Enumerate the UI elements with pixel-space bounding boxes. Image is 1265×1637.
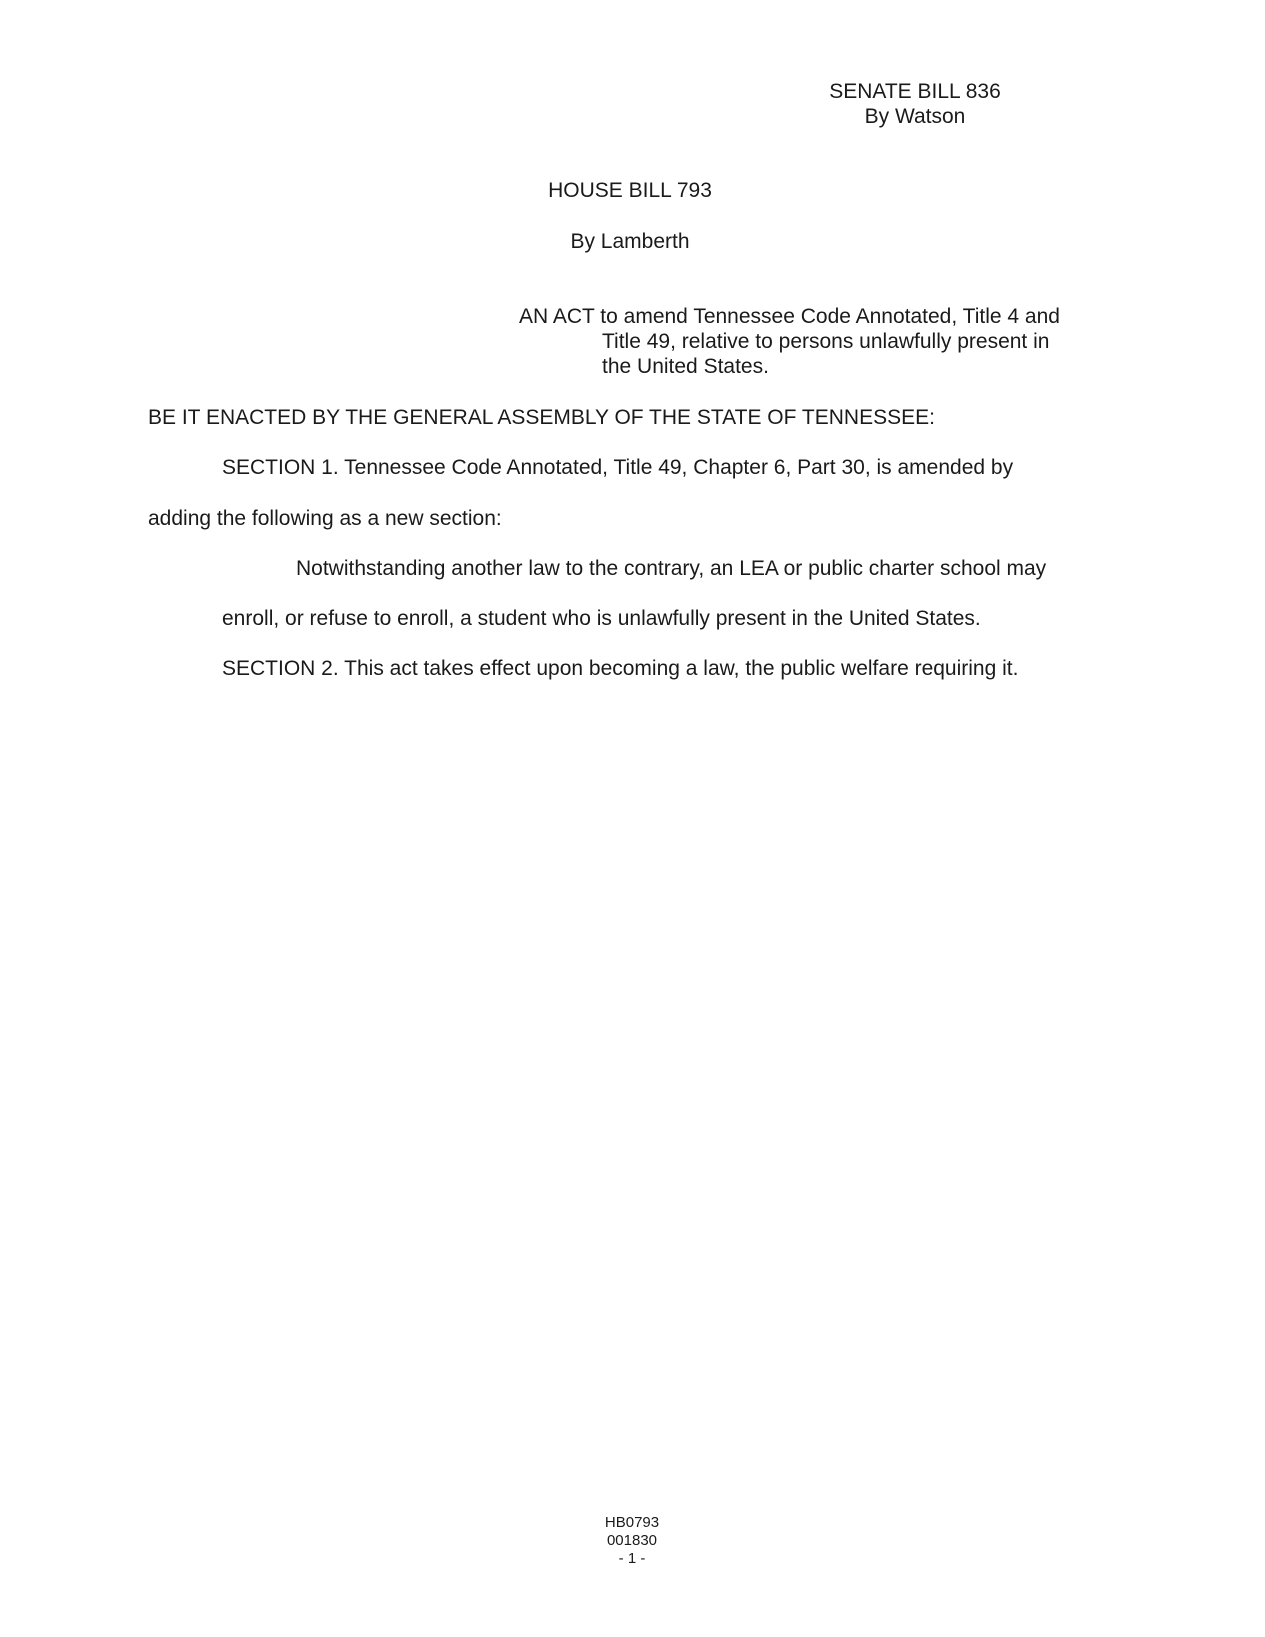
house-sponsor: By Lamberth bbox=[570, 230, 690, 253]
house-bill-number: HOUSE BILL 793 bbox=[548, 179, 712, 202]
quoted-text-line-2: enroll, or refuse to enroll, a student who is unlawfully present in the United States. bbox=[222, 607, 981, 630]
bill-code: HB0793 bbox=[604, 1514, 660, 1531]
senate-bill-number: SENATE BILL 836 bbox=[829, 80, 1001, 103]
senate-sponsor: By Watson bbox=[864, 105, 966, 128]
act-caption-line-2: Title 49, relative to persons unlawfully present in bbox=[602, 330, 1050, 353]
draft-number: 001830 bbox=[606, 1532, 658, 1549]
act-caption-line-1: AN ACT to amend Tennessee Code Annotated, Title 4 and bbox=[519, 305, 1060, 328]
senate-bill-header bbox=[800, 79, 1030, 129]
page-number: - 1 - bbox=[618, 1550, 646, 1567]
section-2: SECTION 2. This act takes effect upon becoming a law, the public welfare requiring it. bbox=[222, 657, 1019, 680]
enacting-clause: BE IT ENACTED BY THE GENERAL ASSEMBLY OF THE STATE OF TENNESSEE: bbox=[148, 406, 935, 429]
page-footer bbox=[582, 1514, 682, 1568]
section-1-line-1: SECTION 1. Tennessee Code Annotated, Title 49, Chapter 6, Part 30, is amended by bbox=[222, 456, 1014, 479]
quoted-text-line-1: Notwithstanding another law to the contrary, an LEA or public charter school may bbox=[296, 557, 1047, 580]
section-1-line-2: adding the following as a new section: bbox=[148, 507, 502, 530]
act-caption bbox=[519, 304, 1060, 379]
act-caption-line-3: the United States. bbox=[602, 355, 769, 378]
